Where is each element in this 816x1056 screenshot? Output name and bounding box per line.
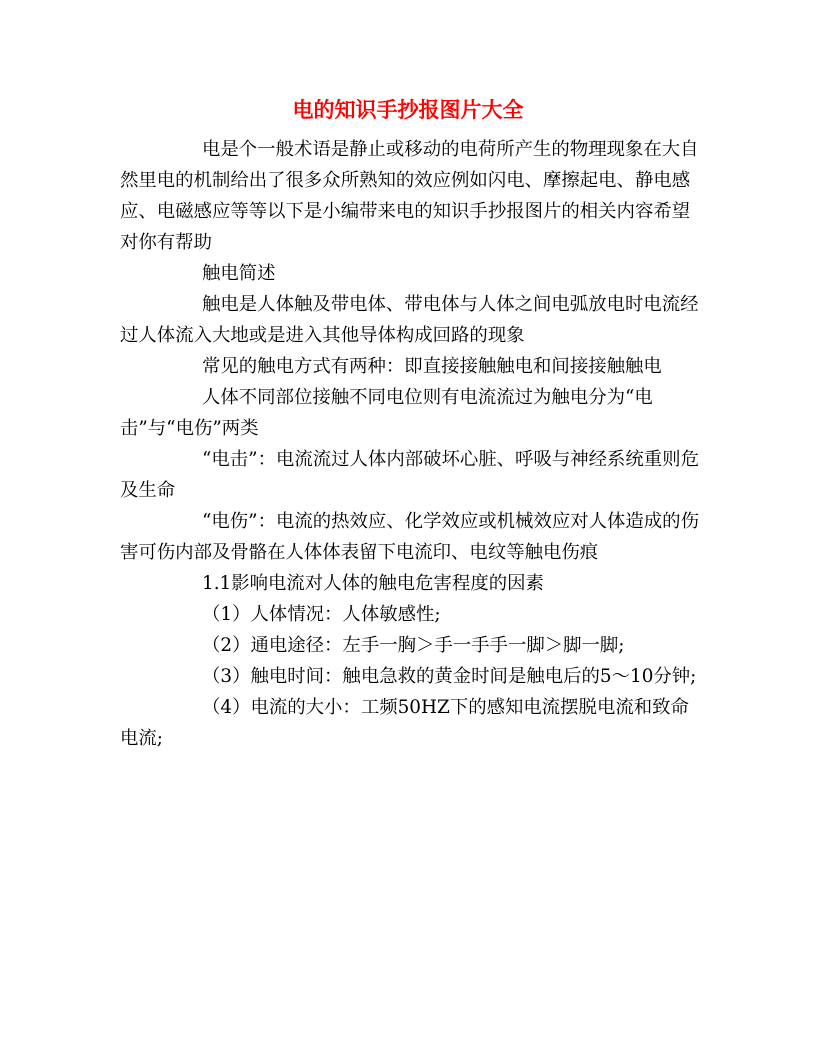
document-body [120,134,700,754]
page-title: 电的知识手抄报图片大全 [292,97,524,122]
paragraph-electric-injury: “电伤”：电流的热效应、化学效应或机械效应对人体造成的伤害可伤内部及骨骼在人体体表留下电流印、电纹等触电伤痕 [120,511,699,563]
paragraph-section-heading: 1.1影响电流对人体的触电危害程度的因素 [202,573,544,594]
list-item-shock-duration: （3）触电时间：触电急救的黄金时间是触电后的5～10分钟; [202,666,697,687]
paragraph-heading-overview: 触电简述 [202,263,276,284]
list-item-current-magnitude: （4）电流的大小：工频50HZ下的感知电流摆脱电流和致命电流; [120,697,689,749]
list-item-current-path: （2）通电途径：左手一胸＞手一手手一脚＞脚一脚; [202,635,625,656]
paragraph-electric-shock: “电击”：电流流过人体内部破坏心脏、呼吸与神经系统重则危及生命 [120,449,699,501]
paragraph-types: 常见的触电方式有两种：即直接接触触电和间接接触触电 [202,356,662,377]
paragraph-definition: 触电是人体触及带电体、带电体与人体之间电弧放电时电流经过人体流入大地或是进入其他导体构成回路的现象 [120,294,699,346]
paragraph-categories: 人体不同部位接触不同电位则有电流流过为触电分为“电击”与“电伤”两类 [120,387,653,439]
list-item-body-condition: （1）人体情况：人体敏感性; [202,604,441,625]
paragraph-intro: 电是个一般术语是静止或移动的电荷所产生的物理现象在大自然里电的机制给出了很多众所熟知的效应例如闪电、摩擦起电、静电感应、电磁感应等等以下是小编带来电的知识手抄报图片的相关内容希望对你有帮助 [120,139,699,253]
